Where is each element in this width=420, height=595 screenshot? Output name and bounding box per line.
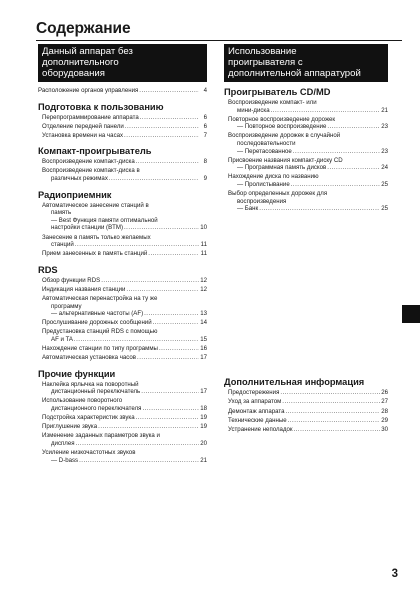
toc-entry-text: — D-bass (51, 456, 79, 464)
toc-page-number: 23 (381, 147, 388, 155)
toc-entry-text: Автоматическая перенастройка на ту же (42, 295, 158, 302)
toc-page-number: 30 (381, 425, 388, 433)
right-banner-line: проигрывателя с (228, 57, 303, 68)
toc-entry-text: Воспроизведение дорожек в случайной (228, 132, 341, 140)
toc-entry[interactable] (38, 234, 207, 249)
toc-entry-text: Перепрограммирование аппарата (42, 113, 139, 121)
dot-leader (280, 389, 380, 397)
toc-entry-text: Воспроизведение компакт-диска в (42, 167, 140, 175)
toc-entry-text: — альтернативные частоты (AF) (51, 310, 144, 318)
toc-entry-text: — Программная память дисков (237, 164, 327, 172)
toc-page-number: 16 (200, 345, 207, 353)
right-sections (224, 87, 388, 433)
toc-entry-text: Прием занесенных в память станций (42, 250, 148, 258)
section-heading[interactable]: Дополнительная информация (224, 377, 365, 388)
toc-entry-text: дистанционного переключателя (51, 405, 142, 413)
toc-entry[interactable] (38, 158, 207, 166)
toc-page-number: 19 (200, 414, 207, 422)
dot-leader (75, 241, 199, 249)
toc-entry-text: Присвоение названия компакт-диску CD (228, 156, 343, 164)
dot-leader (136, 414, 199, 422)
toc-entry[interactable] (38, 202, 207, 232)
toc-entry[interactable] (224, 190, 388, 213)
right-banner (224, 44, 388, 82)
dot-leader (259, 205, 380, 213)
toc-page-number: 21 (200, 456, 207, 464)
dot-leader (291, 181, 380, 189)
toc-page-number: 8 (203, 158, 207, 166)
page-title: Содержание (36, 20, 131, 37)
dot-leader (285, 408, 380, 416)
toc-entry-text: станций (51, 241, 74, 249)
toc-section (38, 146, 207, 182)
toc-entry-text: Расположение органов управления (38, 87, 139, 94)
toc-page-number: 20 (200, 439, 207, 447)
toc-page-number: 12 (200, 276, 207, 284)
dot-leader (98, 423, 199, 431)
toc-entry-text: — Пролистывание (237, 180, 290, 188)
toc-entry[interactable] (38, 286, 207, 294)
toc-entry-text: Воспроизведение компакт- или (228, 99, 317, 106)
toc-page-number: 21 (381, 106, 388, 114)
toc-entry[interactable] (224, 116, 388, 131)
toc-entry-text: Технические данные (228, 416, 287, 424)
toc-page-number: 11 (200, 250, 207, 258)
section-heading[interactable]: Радиоприемник (38, 189, 112, 200)
toc-entry-text: Воспроизведение компакт-диска (42, 158, 135, 166)
toc-entry-text: — Перетасованное (237, 147, 292, 155)
toc-entry[interactable] (38, 397, 207, 412)
toc-entry[interactable] (38, 167, 207, 182)
toc-page-number: 11 (200, 241, 207, 249)
toc-entry-text: память (51, 209, 72, 217)
toc-entry-text: Занесение в память только желаемых (42, 233, 151, 241)
toc-entry-text: Повторное воспроизведение дорожек (228, 115, 336, 123)
toc-page-number: 27 (381, 398, 388, 406)
title-divider (36, 40, 402, 41)
dot-leader (126, 286, 199, 294)
dot-leader (288, 417, 380, 425)
dot-leader (159, 345, 199, 353)
toc-entry-text: Уход за аппаратом (228, 398, 282, 406)
toc-right-column (224, 44, 388, 435)
toc-page-number: 12 (200, 285, 207, 293)
toc-page-number: 17 (200, 388, 207, 396)
toc-page-number: 10 (200, 224, 207, 232)
toc-entry-text: Использование поворотного (42, 397, 123, 405)
toc-entry-text: Демонтаж аппарата (228, 407, 285, 415)
toc-entry-text: различных режимах (51, 175, 108, 183)
toc-entry[interactable] (38, 328, 207, 343)
right-banner-line: Использование (228, 46, 297, 57)
toc-section (38, 265, 207, 362)
toc-entry[interactable] (224, 398, 388, 406)
dot-leader (282, 398, 380, 406)
dot-leader (101, 277, 199, 285)
toc-page-number: 18 (200, 405, 207, 413)
toc-section (224, 87, 388, 213)
toc-page-number: 26 (381, 389, 388, 397)
toc-page-number: 25 (381, 205, 388, 213)
toc-entry-text: — Повторное воспроизведение (237, 123, 327, 131)
toc-entry-text: мини-диска (237, 106, 270, 114)
dot-leader (136, 158, 199, 166)
toc-entry-text: Предустановка станций RDS с помощью (42, 328, 158, 336)
toc-entry-text: Выбор определенных дорожек для (228, 190, 328, 198)
toc-entry-text: Приглушение звука (42, 423, 98, 431)
toc-entry-text: — Best Функция памяти оптимальной (51, 216, 158, 224)
toc-entry[interactable] (38, 414, 207, 422)
toc-entry-text: Подстройка характеристик звука (42, 414, 135, 422)
dot-leader (327, 164, 380, 172)
dot-leader (109, 175, 199, 183)
toc-section (38, 102, 207, 140)
dot-leader (327, 123, 380, 131)
left-intro (38, 87, 207, 95)
dot-leader (141, 388, 199, 396)
dot-leader (124, 224, 199, 232)
toc-entry[interactable] (224, 417, 388, 425)
toc-entry[interactable] (224, 132, 388, 155)
toc-entry-text: Установка времени на часах (42, 131, 124, 139)
dot-leader (293, 148, 380, 156)
dot-leader (148, 250, 199, 258)
toc-page-number: 25 (381, 180, 388, 188)
dot-leader (124, 132, 199, 140)
dot-leader (142, 405, 199, 413)
dot-leader (153, 319, 199, 327)
toc-entry[interactable] (38, 449, 207, 464)
toc-entry-text: Наклейка ярлычка на поворотный (42, 380, 139, 388)
toc-entry[interactable] (38, 277, 207, 285)
toc-page-number: 7 (203, 131, 207, 139)
toc-entry-text: Нахождение станции по типу программы (42, 345, 158, 353)
toc-left-column (38, 44, 207, 466)
section-heading[interactable]: RDS (38, 264, 58, 275)
dot-leader (139, 87, 199, 95)
toc-entry[interactable] (38, 423, 207, 431)
dot-leader (140, 114, 199, 122)
section-tab-marker (402, 305, 420, 323)
toc-entry-text: дистанционный переключатель (51, 388, 141, 396)
toc-entry[interactable] (224, 99, 388, 114)
toc-entry-text: Индикация названия станции (42, 285, 126, 293)
toc-entry[interactable] (224, 408, 388, 416)
dot-leader (271, 107, 380, 115)
toc-entry-text: Усиление низкочастотных звуков (42, 449, 136, 456)
dot-leader (79, 457, 199, 465)
dot-leader (76, 440, 199, 448)
toc-entry-text: воспроизведения (237, 197, 287, 205)
toc-page-number: 9 (203, 175, 207, 183)
left-banner-line: оборудования (42, 68, 105, 79)
dot-leader (294, 426, 380, 434)
toc-page-number: 4 (203, 87, 207, 94)
column-spacer (224, 214, 388, 370)
toc-entry-text: Устранение неполадок (228, 425, 293, 433)
toc-entry[interactable] (38, 345, 207, 353)
toc-entry[interactable] (224, 426, 388, 434)
page-number: 3 (391, 568, 398, 580)
section-heading[interactable]: Проигрыватель CD/MD (224, 87, 331, 97)
toc-page-number: 23 (381, 123, 388, 131)
toc-entry-text: Автоматическое занесение станций в (42, 201, 149, 209)
left-sections (38, 102, 207, 465)
toc-entry-text: Отделение передней панели (42, 122, 124, 130)
left-banner-line: Данный аппарат без (42, 46, 133, 57)
toc-entry-text: Изменение заданных параметров звука и (42, 432, 160, 440)
toc-entry-text: — Банк (237, 205, 259, 213)
toc-entry-text: Прослушивание дорожных сообщений (42, 319, 152, 327)
dot-leader (125, 123, 199, 131)
toc-page-number: 6 (203, 113, 207, 121)
dot-leader (74, 336, 199, 344)
dot-leader (144, 310, 199, 318)
toc-entry[interactable] (38, 87, 207, 95)
toc-page-number: 14 (200, 319, 207, 327)
left-banner-line: дополнительного (42, 57, 119, 68)
toc-entry[interactable] (38, 114, 207, 122)
toc-page-number: 17 (200, 354, 207, 362)
toc-entry[interactable] (38, 319, 207, 327)
toc-entry[interactable] (38, 123, 207, 131)
toc-entry-text: Обзор функции RDS (42, 276, 101, 284)
toc-entry-text: AF и TA (51, 335, 73, 343)
right-banner-line: дополнительной аппаратурой (228, 68, 361, 79)
toc-page-number: 24 (381, 164, 388, 172)
toc-entry[interactable] (38, 381, 207, 396)
section-heading[interactable]: Подготовка к пользованию (38, 101, 164, 112)
toc-entry-text: настройки станции (BTM) (51, 224, 123, 232)
toc-entry-text: дисплея (51, 439, 75, 447)
toc-entry-text: последовательности (237, 139, 296, 147)
toc-entry[interactable] (224, 173, 388, 188)
toc-entry-text: Автоматическая установка часов (42, 354, 137, 362)
toc-entry[interactable] (38, 432, 207, 447)
toc-entry[interactable] (224, 389, 388, 397)
left-banner (38, 44, 207, 82)
toc-entry[interactable] (224, 157, 388, 172)
section-heading[interactable]: Компакт-проигрыватель (38, 146, 152, 157)
toc-entry[interactable] (38, 354, 207, 362)
toc-entry[interactable] (38, 295, 207, 318)
toc-section (38, 190, 207, 258)
toc-entry-text: Предостережения (228, 389, 280, 397)
toc-entry[interactable] (38, 132, 207, 140)
toc-page-number: 28 (381, 407, 388, 415)
toc-page-number: 29 (381, 416, 388, 424)
toc-section (224, 377, 388, 433)
toc-page-number: 6 (203, 122, 207, 130)
toc-page-number: 15 (200, 335, 207, 343)
dot-leader (137, 354, 199, 362)
toc-entry[interactable] (38, 250, 207, 258)
toc-section (38, 369, 207, 464)
toc-entry-text: программу (51, 302, 82, 310)
section-heading[interactable]: Прочие функции (38, 368, 116, 379)
toc-entry-text: Нахождение диска по названию (228, 173, 319, 181)
toc-page-number: 19 (200, 423, 207, 431)
toc-page-number: 13 (200, 310, 207, 318)
